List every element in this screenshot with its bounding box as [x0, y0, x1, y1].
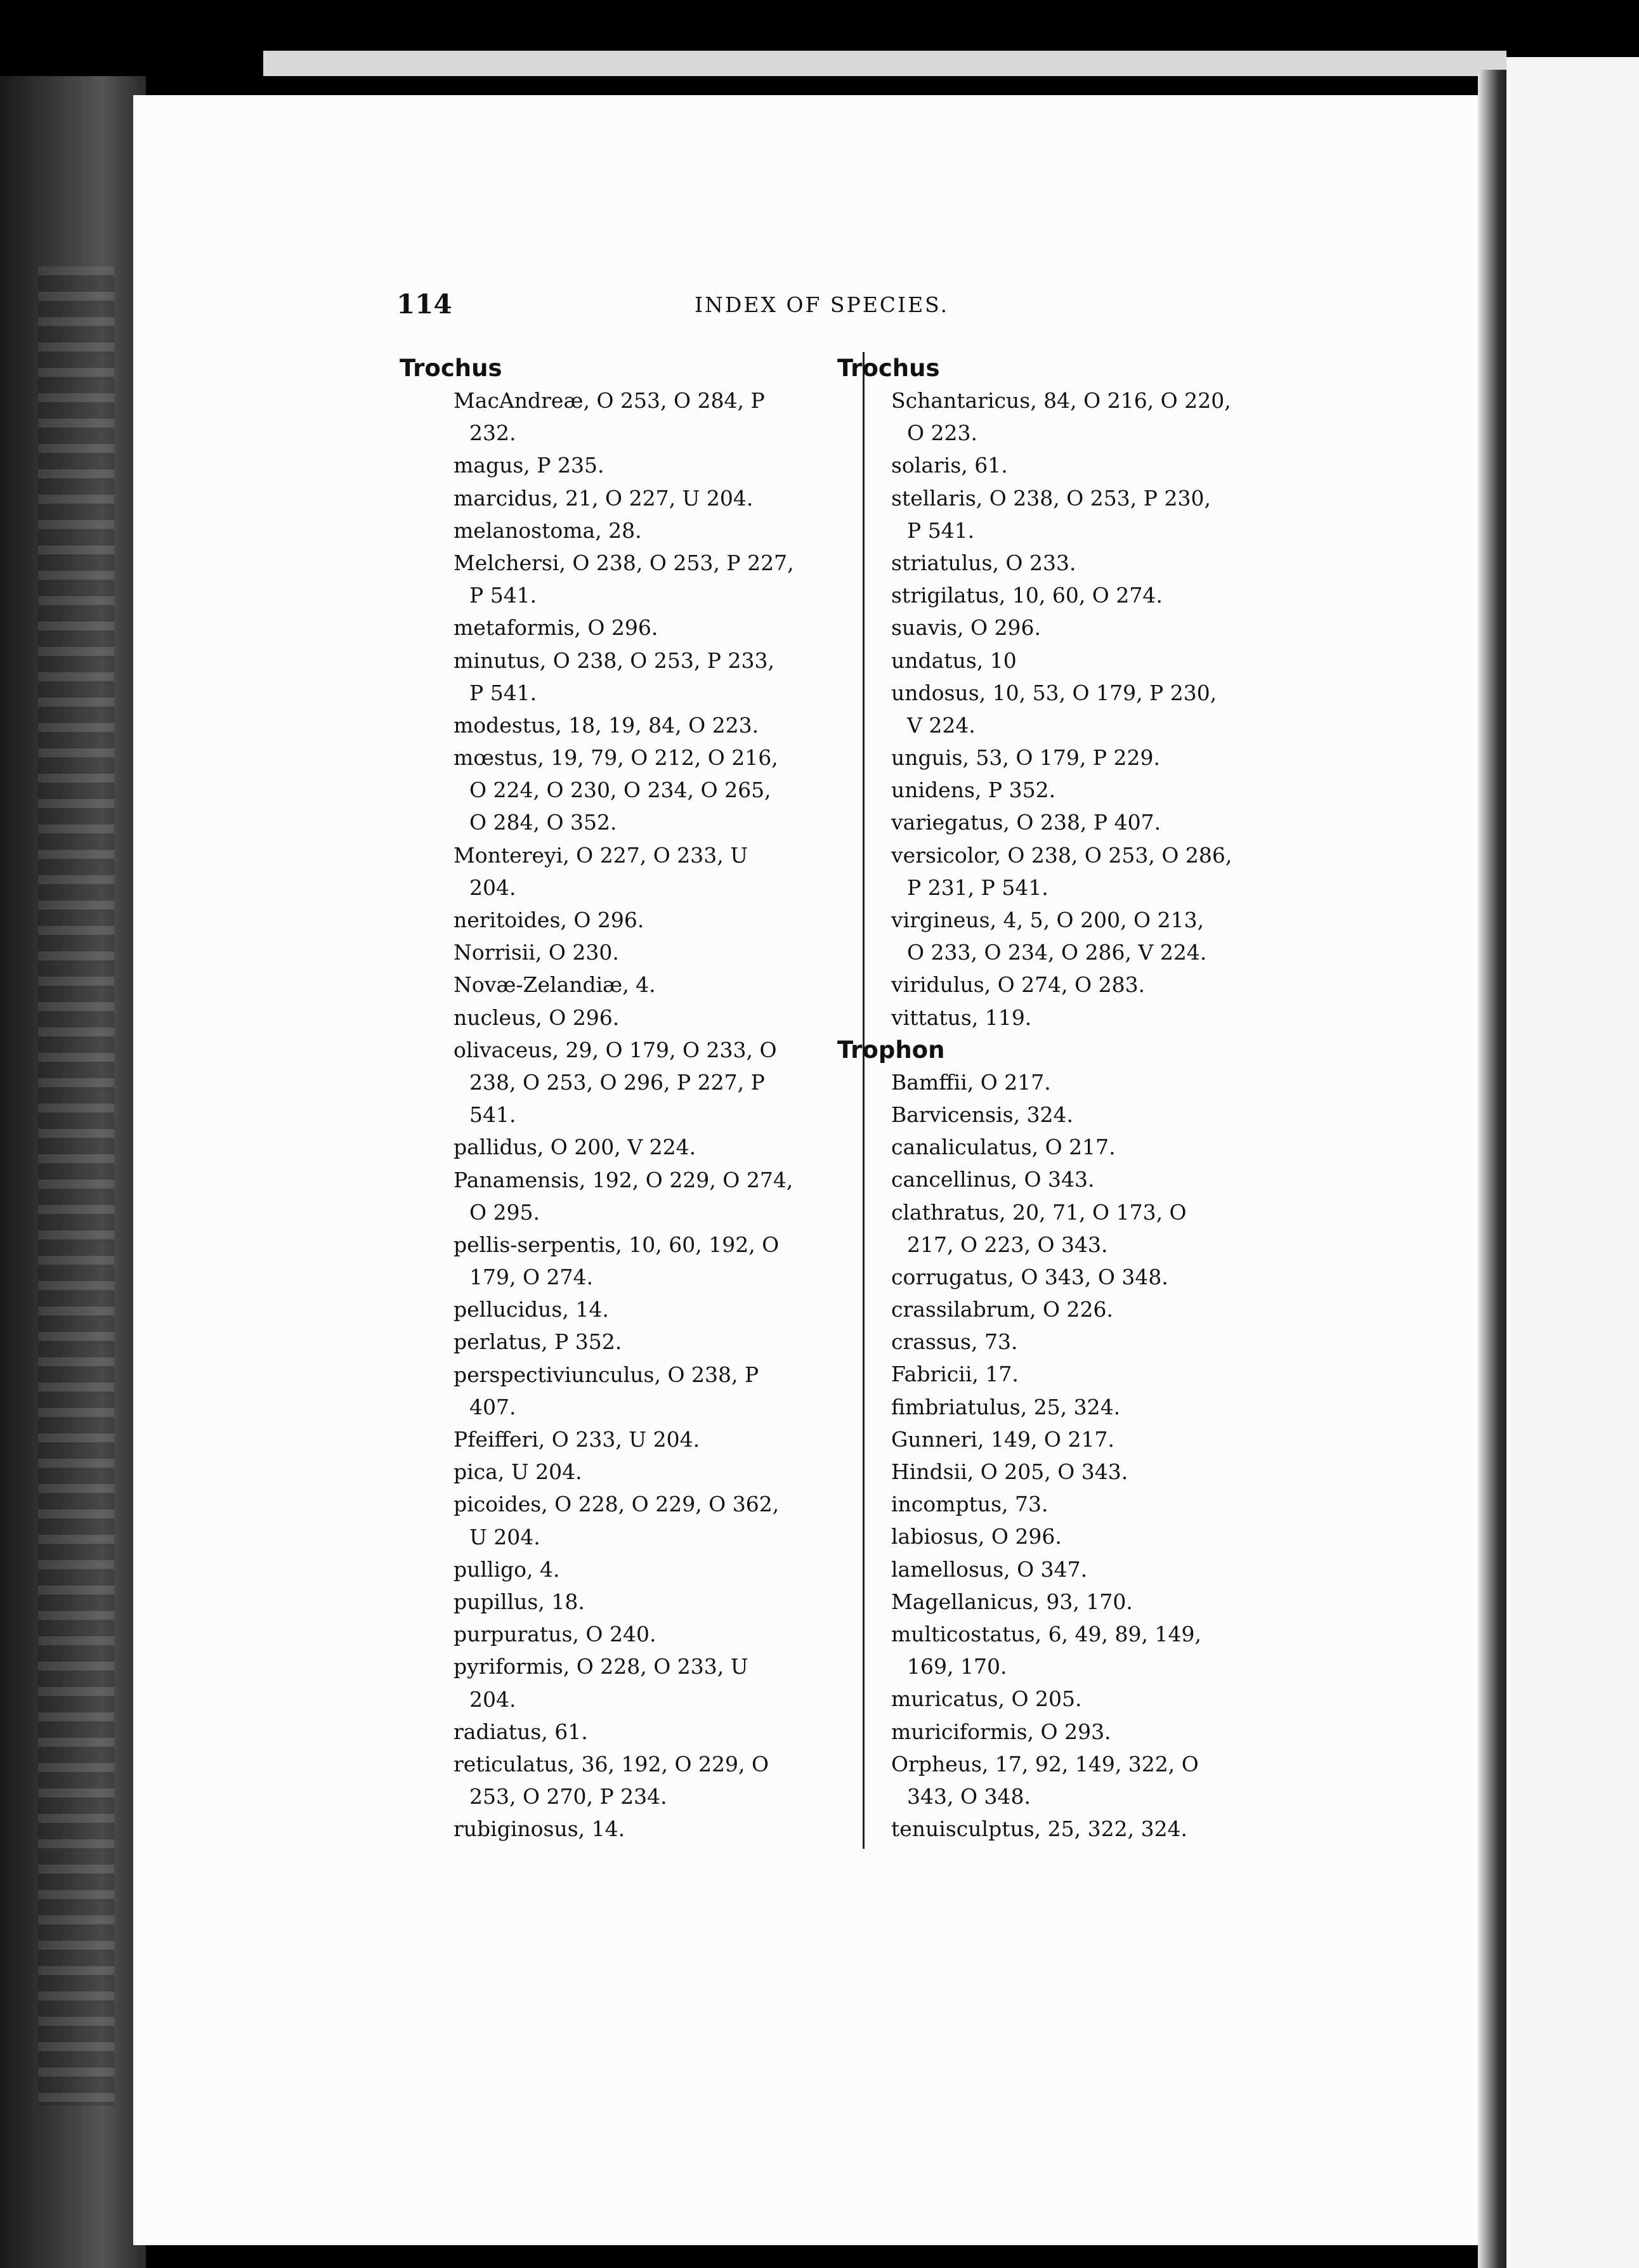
index-entry: Montereyi, O 227, O 233, U: [454, 842, 748, 868]
index-entry-continuation: 169, 170.: [907, 1654, 1007, 1679]
index-entry-continuation: P 231, P 541.: [907, 875, 1048, 900]
index-entry: magus, P 235.: [454, 453, 604, 478]
index-entry: melanostoma, 28.: [454, 518, 642, 543]
index-entry-continuation: O 295.: [469, 1199, 540, 1225]
index-entry-continuation: P 541.: [907, 518, 975, 543]
book-spine-edge: [0, 76, 146, 2268]
index-entry: neritoides, O 296.: [454, 908, 644, 932]
index-entry-continuation: U 204.: [469, 1524, 540, 1549]
index-entry-continuation: P 541.: [469, 680, 537, 705]
index-entry: incomptus, 73.: [891, 1492, 1048, 1517]
page-header: [396, 289, 1272, 327]
index-entry: perlatus, P 352.: [454, 1329, 622, 1355]
index-entry: Orpheus, 17, 92, 149, 322, O: [891, 1751, 1199, 1776]
index-entry: pulligo, 4.: [454, 1556, 560, 1582]
index-entry: cancellinus, O 343.: [891, 1167, 1095, 1192]
index-entry: labiosus, O 296.: [891, 1524, 1062, 1549]
index-entry: clathratus, 20, 71, O 173, O: [891, 1199, 1187, 1225]
genus-heading: Trochus: [837, 355, 940, 382]
index-entry: minutus, O 238, O 253, P 233,: [454, 648, 774, 673]
index-entry: Gunneri, 149, O 217.: [891, 1426, 1114, 1452]
index-entry: crassus, 73.: [891, 1329, 1018, 1355]
index-entry: pellis-serpentis, 10, 60, 192, O: [454, 1232, 780, 1257]
index-entry: Panamensis, 192, O 229, O 274,: [454, 1167, 793, 1192]
index-entry: Hindsii, O 205, O 343.: [891, 1459, 1128, 1484]
index-entry-continuation: 232.: [469, 420, 516, 446]
index-entry: multicostatus, 6, 49, 89, 149,: [891, 1621, 1201, 1646]
index-entry: pallidus, O 200, V 224.: [454, 1135, 696, 1160]
index-entry: perspectiviunculus, O 238, P: [454, 1362, 759, 1387]
index-entry: virgineus, 4, 5, O 200, O 213,: [891, 908, 1205, 932]
index-entry: Barvicensis, 324.: [891, 1102, 1074, 1127]
index-entry: pica, U 204.: [454, 1459, 582, 1485]
facing-page-edge: [1506, 57, 1639, 2268]
index-entry: pellucidus, 14.: [454, 1297, 609, 1322]
index-entry: corrugatus, O 343, O 348.: [891, 1264, 1168, 1289]
index-entry-continuation: O 284, O 352.: [469, 810, 617, 835]
index-entry: variegatus, O 238, P 407.: [891, 810, 1161, 835]
index-entry: undosus, 10, 53, O 179, P 230,: [891, 680, 1217, 705]
index-entry: nucleus, O 296.: [454, 1005, 620, 1030]
index-entry-continuation: 541.: [469, 1102, 516, 1128]
index-entry: modestus, 18, 19, 84, O 223.: [454, 712, 759, 738]
index-column-left: [400, 352, 856, 1845]
index-entry-continuation: 343, O 348.: [907, 1783, 1031, 1809]
index-entry: canaliculatus, O 217.: [891, 1135, 1116, 1160]
index-entry-continuation: 179, O 274.: [469, 1265, 593, 1290]
index-entry: olivaceus, 29, O 179, O 233, O: [454, 1037, 777, 1062]
index-entry: Magellanicus, 93, 170.: [891, 1589, 1133, 1614]
index-entry-continuation: 204.: [469, 875, 516, 900]
index-entry: rubiginosus, 14.: [454, 1816, 625, 1842]
index-entry-continuation: 217, O 223, O 343.: [907, 1232, 1108, 1257]
index-entry-continuation: O 233, O 234, O 286, V 224.: [907, 940, 1207, 965]
index-entry: undatus, 10: [891, 648, 1017, 673]
index-entry: mœstus, 19, 79, O 212, O 216,: [454, 745, 778, 771]
index-entry: purpuratus, O 240.: [454, 1622, 656, 1647]
index-entry: vittatus, 119.: [891, 1005, 1032, 1030]
running-title: INDEX OF SPECIES.: [695, 292, 950, 317]
index-entry: versicolor, O 238, O 253, O 286,: [891, 842, 1232, 868]
index-entry: Norrisii, O 230.: [454, 940, 619, 965]
index-entry: Novæ-Zelandiæ, 4.: [454, 972, 656, 998]
index-entry-continuation: O 223.: [907, 420, 978, 446]
index-entry-continuation: P 541.: [469, 583, 537, 608]
index-entry-continuation: 238, O 253, O 296, P 227, P: [469, 1069, 765, 1095]
index-entry: MacAndreæ, O 253, O 284, P: [454, 388, 765, 413]
index-entry: Schantaricus, 84, O 216, O 220,: [891, 388, 1231, 413]
page-top-edge: [263, 51, 1506, 76]
index-entry: Fabricii, 17.: [891, 1362, 1019, 1387]
index-entry: picoides, O 228, O 229, O 362,: [454, 1492, 780, 1517]
index-entry: radiatus, 61.: [454, 1719, 588, 1744]
index-entry: suavis, O 296.: [891, 615, 1041, 641]
index-entry: Melchersi, O 238, O 253, P 227,: [454, 550, 794, 575]
index-entry: Bamffii, O 217.: [891, 1069, 1051, 1095]
index-entry: muriciformis, O 293.: [891, 1719, 1111, 1744]
index-entry: stellaris, O 238, O 253, P 230,: [891, 485, 1211, 511]
index-entry: tenuisculptus, 25, 322, 324.: [891, 1816, 1188, 1842]
index-entry: metaformis, O 296.: [454, 615, 658, 641]
page-number: 114: [396, 289, 452, 320]
index-entry: strigilatus, 10, 60, O 274.: [891, 583, 1163, 608]
index-entry: solaris, 61.: [891, 453, 1008, 478]
index-entry: pupillus, 18.: [454, 1589, 585, 1614]
index-entry: muricatus, O 205.: [891, 1686, 1082, 1712]
index-entry: reticulatus, 36, 192, O 229, O: [454, 1751, 769, 1776]
index-column-right: [837, 352, 1294, 1845]
index-entry: pyriformis, O 228, O 233, U: [454, 1654, 748, 1679]
index-entry: fimbriatulus, 25, 324.: [891, 1394, 1121, 1419]
index-entry: unidens, P 352.: [891, 778, 1056, 803]
index-entry: striatulus, O 233.: [891, 550, 1076, 575]
genus-heading: Trochus: [400, 355, 502, 382]
index-entry-continuation: O 224, O 230, O 234, O 265,: [469, 778, 771, 803]
index-entry-continuation: 407.: [469, 1394, 516, 1419]
genus-heading: Trophon: [837, 1036, 945, 1064]
index-entry: unguis, 53, O 179, P 229.: [891, 745, 1161, 771]
index-entry: crassilabrum, O 226.: [891, 1297, 1114, 1322]
index-entry-continuation: V 224.: [907, 712, 976, 738]
index-entry: viridulus, O 274, O 283.: [891, 972, 1146, 998]
index-entry: lamellosus, O 347.: [891, 1556, 1088, 1582]
index-entry: Pfeifferi, O 233, U 204.: [454, 1427, 700, 1452]
index-entry-continuation: 253, O 270, P 234.: [469, 1784, 667, 1809]
index-entry-continuation: 204.: [469, 1686, 516, 1712]
spine-texture: [38, 266, 114, 2106]
index-entry: marcidus, 21, O 227, U 204.: [454, 485, 754, 511]
